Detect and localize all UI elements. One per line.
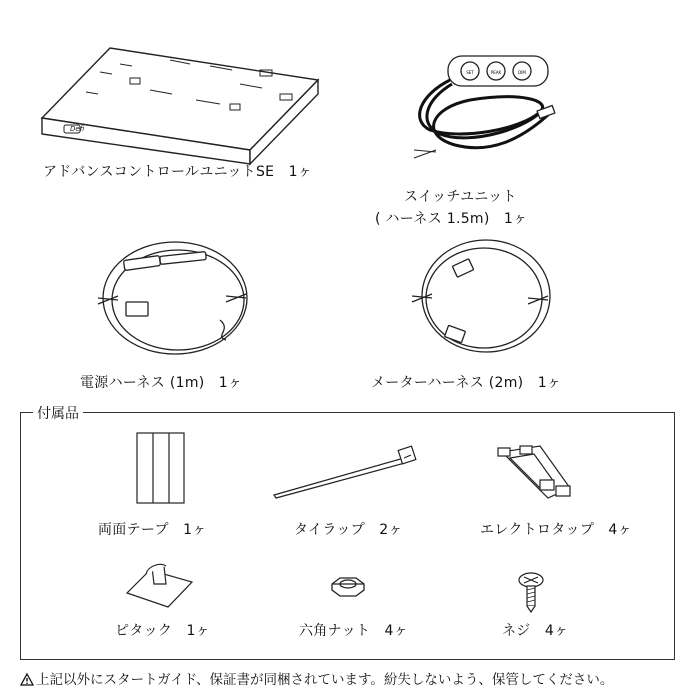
switch-unit-name: スイッチユニット — [404, 189, 517, 205]
unit-brand-logo: Defi — [70, 125, 85, 133]
accessory-qty: 4ヶ — [384, 623, 409, 639]
accessory-name: ネジ — [502, 623, 531, 639]
accessory-qty: 4ヶ — [544, 623, 569, 639]
accessory-qty: 4ヶ — [608, 522, 632, 538]
accessory-name: エレクトロタップ — [480, 522, 595, 538]
switch-unit-harness-length: ( ハーネス 1.5m) — [375, 211, 490, 227]
power-harness-name: 電源ハーネス (1m) — [80, 375, 205, 391]
switch-button-dim: DIM — [518, 70, 526, 75]
switch-unit-sub-label — [375, 208, 527, 228]
accessory-name: 両面テープ — [98, 522, 169, 538]
footer-note — [20, 668, 613, 688]
accessory-name: ピタック — [115, 623, 173, 639]
meter-harness-illustration — [412, 240, 550, 352]
accessory-electro-tap — [480, 519, 632, 539]
switch-unit-illustration — [414, 56, 555, 158]
meter-harness-label — [371, 372, 561, 392]
accessory-qty: 1ヶ — [186, 623, 210, 639]
meter-harness-name: メーターハーネス (2m) — [371, 375, 524, 391]
accessory-pitakku — [115, 620, 210, 640]
power-harness-qty: 1ヶ — [218, 375, 243, 391]
accessory-name: タイラップ — [294, 522, 365, 538]
control-unit-label — [43, 161, 312, 181]
switch-button-peak: PEAK — [490, 70, 502, 75]
accessory-screw — [502, 620, 568, 640]
accessory-double-sided-tape — [98, 519, 207, 539]
switch-unit-qty: 1ヶ — [503, 211, 528, 227]
accessory-qty: 1ヶ — [183, 522, 207, 538]
warning-icon — [20, 673, 34, 686]
footer-note-text: 上記以外にスタートガイド、保証書が同梱されています。紛失しないよう、保管してください。 — [36, 672, 614, 688]
accessory-name: 六角ナット — [299, 623, 371, 639]
accessories-title: 付属品 — [33, 403, 83, 423]
switch-button-set: SET — [466, 70, 474, 75]
accessory-cable-tie — [294, 519, 403, 539]
power-harness-illustration — [98, 242, 247, 354]
control-unit-name: アドバンスコントロールユニットSE — [43, 164, 275, 180]
accessory-qty: 2ヶ — [379, 522, 403, 538]
control-unit-qty: 1ヶ — [288, 164, 313, 180]
accessory-hex-nut — [299, 620, 408, 640]
meter-harness-qty: 1ヶ — [537, 375, 562, 391]
power-harness-label — [80, 372, 242, 392]
